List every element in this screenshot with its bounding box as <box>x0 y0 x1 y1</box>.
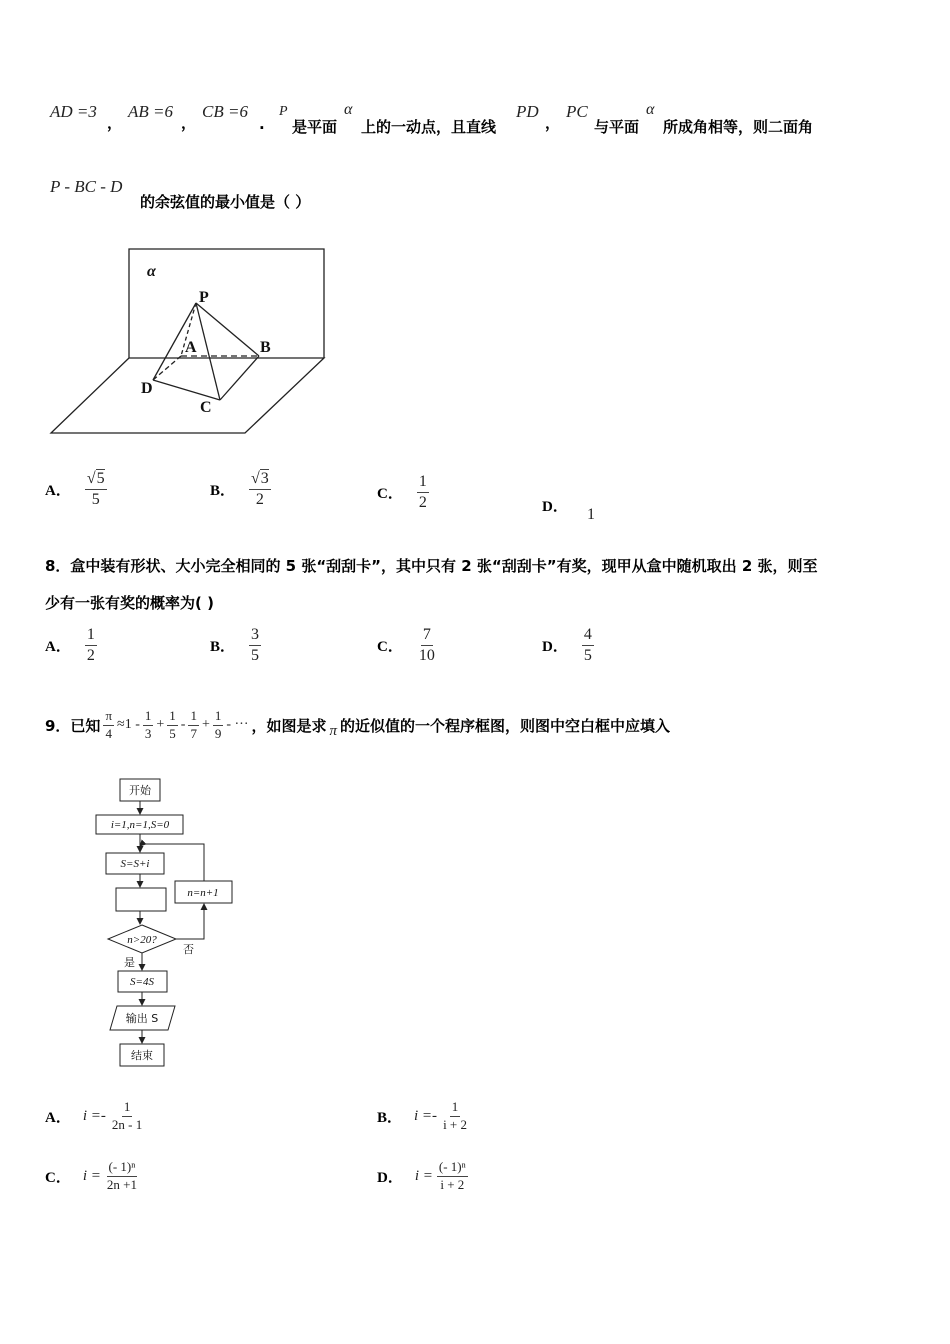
text: 上的一动点，且直线 <box>361 118 497 136</box>
ellipsis: - ··· <box>226 717 249 733</box>
numerator: 1 <box>450 1100 461 1117</box>
fc-no: 否 <box>183 943 194 956</box>
denominator: 2 <box>418 494 427 512</box>
fc-accum: S=S+i <box>120 858 150 870</box>
numerator: 1 <box>85 626 97 646</box>
denominator: 5 <box>583 647 592 665</box>
approx-sign: ≈1 - <box>117 717 140 733</box>
denominator: 5 <box>251 647 260 665</box>
fraction <box>85 626 97 666</box>
q7-option-a[interactable] <box>45 470 107 510</box>
option-label: A． <box>45 639 71 656</box>
sep: ， <box>545 114 561 132</box>
fc-yes: 是 <box>124 956 135 969</box>
math-dihedral: P - BC - D <box>50 177 123 196</box>
option-label: C． <box>45 1169 71 1186</box>
numerator: 1 <box>188 709 199 726</box>
blank-box <box>116 888 166 911</box>
denominator: 9 <box>214 725 222 741</box>
text: 的近似值的一个程序框图，则图中空白框中应填入 <box>340 716 671 735</box>
denominator: 4 <box>105 725 112 741</box>
fraction <box>437 1160 468 1193</box>
label-c: C <box>200 399 212 416</box>
text: 的余弦值的最小值是（ ） <box>140 193 311 211</box>
denominator: 2 <box>86 647 95 665</box>
text: 与平面 <box>594 118 640 136</box>
fraction <box>143 709 154 742</box>
option-label: C． <box>377 486 403 503</box>
q8-stem-line2: 少有一张有奖的概率为( ) <box>45 594 214 612</box>
fraction <box>582 626 594 666</box>
denominator: 10 <box>418 647 435 665</box>
q9-option-d[interactable] <box>377 1160 468 1193</box>
q7-option-d[interactable] <box>542 495 595 523</box>
numerator: 1 <box>213 709 224 726</box>
text: 9．已知 <box>45 716 101 735</box>
edge-da <box>153 356 181 380</box>
q9-option-c[interactable] <box>45 1160 139 1193</box>
operator: + <box>201 717 210 733</box>
sep: ， <box>181 114 197 132</box>
fc-end: 结束 <box>131 1049 153 1062</box>
denominator: 2 <box>255 491 264 509</box>
denominator: i + 2 <box>440 1176 465 1192</box>
fc-output: 输出 S <box>125 1012 159 1025</box>
q7-option-c[interactable] <box>377 473 429 513</box>
q8-option-d[interactable] <box>542 626 594 666</box>
label-alpha: α <box>147 263 156 280</box>
numerator: 3 <box>260 470 269 487</box>
math-alpha: α <box>646 101 655 118</box>
fc-cond: n>20? <box>127 934 157 946</box>
edge-cb <box>220 356 259 400</box>
denominator: 2n +1 <box>106 1176 137 1192</box>
option-lhs: i =- <box>82 1107 106 1124</box>
fraction <box>213 709 224 742</box>
text: 是平面 <box>292 118 338 136</box>
fraction <box>167 709 178 742</box>
q7-option-b[interactable] <box>210 470 271 510</box>
option-label: D． <box>542 499 568 515</box>
numerator: 1 <box>167 709 178 726</box>
fraction <box>188 709 199 742</box>
q9-stem <box>45 709 670 742</box>
option-label: B． <box>210 483 236 500</box>
denominator: 7 <box>190 725 197 741</box>
period: . <box>259 115 265 133</box>
option-lhs: i = <box>414 1167 433 1184</box>
fraction: $\frac{√5}{5}$ <box>86 470 105 509</box>
numerator: 1 <box>122 1100 133 1117</box>
operator: - <box>180 717 186 733</box>
option-label: B． <box>210 639 236 656</box>
numerator: 1 <box>417 473 429 493</box>
math-cb: CB =6 <box>202 102 248 121</box>
denominator: 5 <box>169 725 176 741</box>
option-label: A． <box>45 483 71 500</box>
option-label: D． <box>542 639 568 656</box>
label-p: P <box>199 289 209 306</box>
sep: ， <box>107 114 123 132</box>
numerator: 1 <box>143 709 154 726</box>
option-label: A． <box>45 1109 71 1126</box>
math-pd: PD <box>516 102 539 121</box>
edge-pc <box>196 303 220 400</box>
denominator: 5 <box>91 491 100 509</box>
option-label: B． <box>377 1109 403 1126</box>
q9-option-a[interactable] <box>45 1100 144 1133</box>
fraction <box>249 626 261 666</box>
fc-incr: n=n+1 <box>187 887 219 899</box>
option-lhs: i = <box>82 1167 101 1184</box>
text: ，如图是求 <box>251 716 327 735</box>
plane-alpha <box>129 249 324 358</box>
base-plane <box>51 358 324 433</box>
q9-option-b[interactable] <box>377 1100 469 1133</box>
numerator: π <box>103 709 114 726</box>
q8-option-b[interactable] <box>210 626 261 666</box>
fraction <box>110 1100 144 1133</box>
q8-option-c[interactable] <box>377 626 437 666</box>
fraction: $\frac{√3}{2}$ <box>251 470 269 509</box>
fraction <box>441 1100 469 1133</box>
numerator: (- 1)ⁿ <box>107 1160 138 1177</box>
fraction <box>105 1160 139 1193</box>
numerator: 7 <box>421 626 433 646</box>
numerator: 4 <box>582 626 594 646</box>
math-ab: AB =6 <box>128 102 173 121</box>
denominator: 2n - 1 <box>111 1116 143 1132</box>
option-value: 1 <box>586 506 595 523</box>
math-pi: π <box>329 722 338 739</box>
fraction-pi-4 <box>103 709 114 742</box>
math-pc: PC <box>566 102 588 121</box>
operator: + <box>156 717 165 733</box>
math-ad: AD =3 <box>50 102 97 121</box>
fraction <box>417 473 429 513</box>
q8-option-a[interactable] <box>45 626 97 666</box>
flowchart <box>90 770 250 1075</box>
numerator: 5 <box>96 470 105 487</box>
fc-mult: S=4S <box>130 976 154 988</box>
label-d: D <box>141 380 153 397</box>
denominator: 3 <box>144 725 152 741</box>
option-lhs: i =- <box>414 1107 438 1124</box>
label-b: B <box>260 339 271 356</box>
numerator: (- 1)ⁿ <box>437 1160 468 1177</box>
edge-pb <box>196 303 259 356</box>
fc-init: i=1,n=1,S=0 <box>110 819 170 831</box>
option-label: C． <box>377 639 403 656</box>
math-p: P <box>279 104 288 119</box>
label-a: A <box>185 339 197 356</box>
edge-dc <box>153 380 220 400</box>
option-label: D． <box>377 1169 403 1186</box>
q8-stem-line1: 8．盒中装有形状、大小完全相同的 5 张“刮刮卡”，其中只有 2 张“刮刮卡”有奖，现甲从盒中随机取出 2 张，则至 <box>45 557 818 575</box>
text: 所成角相等，则二面角 <box>663 118 814 136</box>
numerator: 3 <box>249 626 261 646</box>
denominator: i + 2 <box>443 1116 468 1132</box>
fc-start: 开始 <box>129 784 151 797</box>
math-alpha: α <box>344 101 353 118</box>
fraction <box>417 626 437 666</box>
pyramid-figure <box>45 240 335 445</box>
